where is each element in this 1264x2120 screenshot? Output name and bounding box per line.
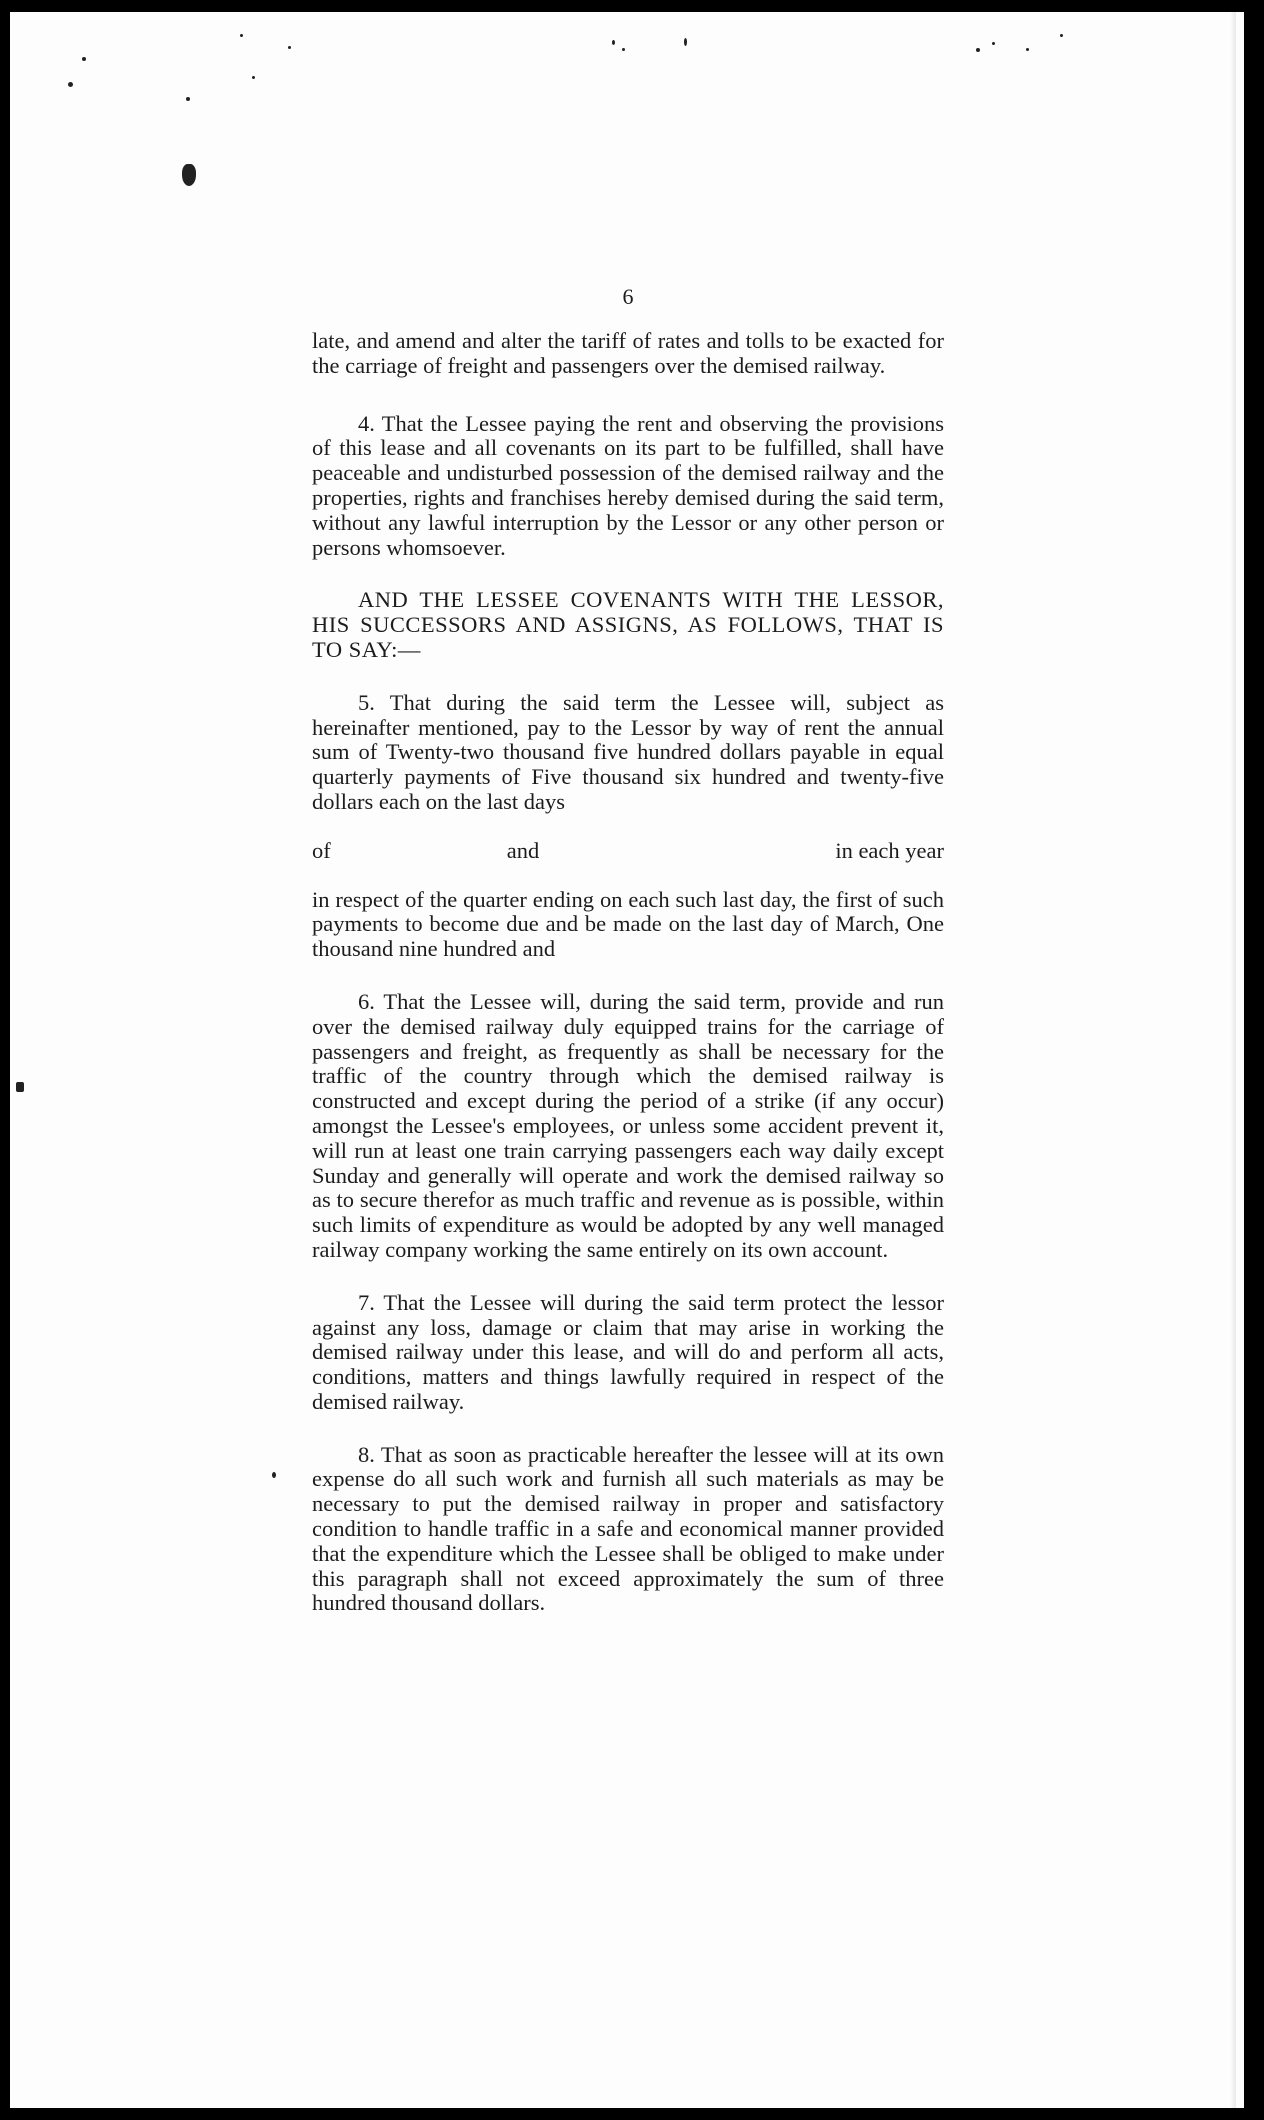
blank-word-in-each-year: in each year (835, 837, 944, 863)
scan-speck (182, 164, 196, 186)
page-edge-shadow (1230, 12, 1236, 2108)
paragraph-6: 6. That the Lessee will, during the said term, provide and run over the demised railway duly equipped trains for the carriage of passengers and freight, as frequently as shall be necessary for the traffic of the country through which the demised railway is constructed and except during the period of a strike (if any occur) amongst the Lessee's employees, or unless some accident prevent it, will run at least one train carrying passengers each way daily except Sunday and generally will operate and work the demised railway so as to secure therefor as much traffic and revenue as is possible, within such limits of expenditure as would be adopted by any well managed railway company working the same entirely on its own account. (312, 988, 944, 1262)
scan-speck (240, 34, 243, 37)
scan-speck (68, 82, 73, 87)
document-body (312, 285, 944, 1616)
scan-speck (1060, 34, 1063, 37)
scan-speck (612, 40, 615, 45)
scan-speck (976, 48, 980, 52)
blank-word-of: of (312, 837, 331, 863)
scan-speck (622, 48, 625, 51)
paragraph-8: 8. That as soon as practicable hereafter the lessee will at its own expense do all such work and furnish all such materials as may be necessary to put the demised railway in proper and satisfactory condition to handle traffic in a safe and economical manner provided that the expenditure which the Lessee shall be obliged to make under this paragraph shall not exceed approximately the sum of three hundred thousand dollars. (312, 1441, 944, 1616)
scan-speck (684, 38, 687, 46)
scan-speck (16, 1082, 24, 1092)
paragraph-5: 5. That during the said term the Lessee will, subject as hereinafter mentioned, pay to the Lessor by way of rent the annual sum of Twenty-two thousand five hundred dollars payable in equal quarterly payments of Five thousand six hundred and twenty-five dollars each on the last days (312, 689, 944, 814)
paragraph-7: 7. That the Lessee will during the said term protect the lessor against any loss, damage or claim that may arise in working the demised railway under this lease, and will do and perform all acts, conditions, matters and things lawfully required in respect of the demised railway. (312, 1289, 944, 1414)
blank-word-and: and (506, 837, 540, 863)
paragraph-continued: late, and amend and alter the tariff of rates and tolls to be exacted for the carriage of freight and passengers over the demised railway. (312, 328, 944, 378)
scan-speck (1026, 48, 1029, 51)
scan-speck (272, 1472, 276, 1478)
scan-speck (288, 46, 291, 49)
paragraph-5-continued: in respect of the quarter ending on each such last day, the first of such payments to become due and be made on the last day of March, One thousand nine hundred and (312, 886, 944, 962)
page-number: 6 (622, 284, 634, 309)
scanned-page (10, 12, 1244, 2108)
covenants-heading: AND THE LESSEE COVENANTS WITH THE LESSOR, HIS SUCCESSORS AND ASSIGNS, AS FOLLOWS, THAT IS TO SAY:— (312, 587, 944, 662)
payment-dates-blank-line (312, 839, 944, 864)
scan-speck (82, 57, 86, 61)
scan-speck (252, 76, 255, 79)
paragraph-4: 4. That the Lessee paying the rent and observing the provisions of this lease and all covenants on its part to be fulfilled, shall have peaceable and undisturbed possession of the demised railway and the properties, rights and franchises hereby demised during the said term, without any lawful interruption by the Lessor or any other person or persons whomsoever. (312, 410, 944, 560)
scan-speck (186, 97, 190, 101)
scan-speck (992, 42, 995, 45)
